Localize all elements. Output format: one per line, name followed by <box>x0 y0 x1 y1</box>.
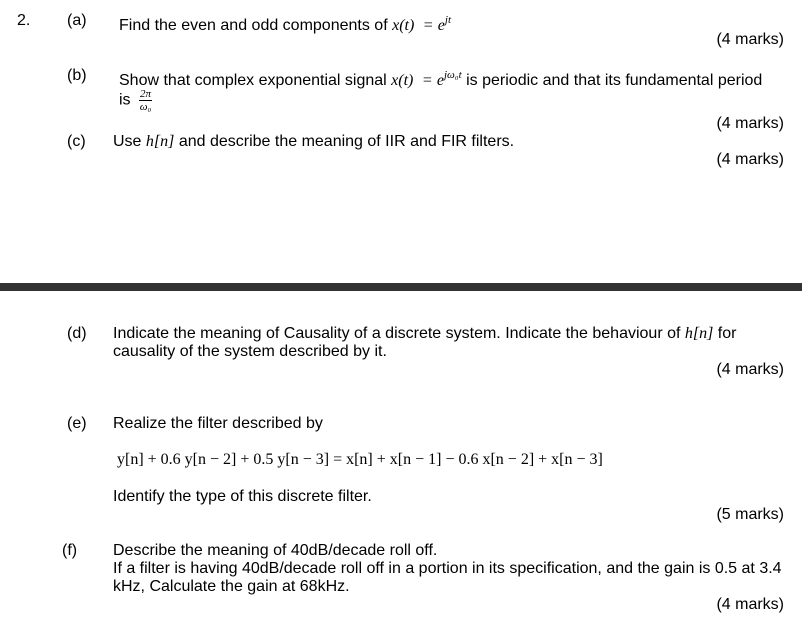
part-d-math: h[n] <box>684 325 714 342</box>
part-e-equation: y[n] + 0.6 y[n − 2] + 0.5 y[n − 3] = x[n] + x[n − 1] − 0.6 x[n − 2] + x[n − 3] <box>117 451 603 468</box>
part-b-text2: is periodic and that its fundamental period <box>466 72 763 89</box>
part-c-marks: (4 marks) <box>716 151 784 168</box>
part-d-marks: (4 marks) <box>716 361 784 378</box>
part-a-text: Find the even and odd components of <box>119 17 388 34</box>
part-f-label: (f) <box>62 542 78 559</box>
part-a-base: e <box>437 17 445 34</box>
part-f-line2: If a filter is having 40dB/decade roll off in a portion in its specification, and the gain is 0.5 at 3.4 <box>113 560 782 577</box>
part-d-text: Indicate the meaning of Causality of a discrete system. Indicate the behaviour of <box>113 325 681 342</box>
part-d-label: (d) <box>67 325 87 342</box>
part-c-text1: Use <box>113 133 142 150</box>
part-b-line2 <box>119 88 152 113</box>
part-e-label: (e) <box>67 415 87 432</box>
part-b-equals: = <box>422 72 432 89</box>
part-f-marks: (4 marks) <box>716 596 784 613</box>
part-b-exponent: jω₀t <box>443 69 462 81</box>
part-e-marks: (5 marks) <box>716 506 784 523</box>
part-e-intro: Realize the filter described by <box>113 415 323 432</box>
part-a-label: (a) <box>67 12 87 29</box>
page-divider <box>0 283 802 291</box>
part-c-label: (c) <box>67 133 86 150</box>
part-a-func: x(t) <box>392 17 415 34</box>
part-b-func: x(t) <box>391 72 414 89</box>
part-b-frac-den: ω₀ <box>139 101 152 113</box>
part-d-line2: causality of the system described by it. <box>113 343 387 360</box>
part-b-frac-num: 2π <box>140 88 152 100</box>
part-c-text2: and describe the meaning of IIR and FIR filters. <box>178 133 515 150</box>
part-e-identify: Identify the type of this discrete filter. <box>113 488 372 505</box>
part-f-line3: kHz, Calculate the gain at 68kHz. <box>113 578 350 595</box>
part-b-text1: Show that complex exponential signal <box>119 72 387 89</box>
part-a-marks: (4 marks) <box>716 31 784 48</box>
part-d-for: for <box>717 325 737 342</box>
question-number: 2. <box>17 12 31 29</box>
part-b-is: is <box>119 91 131 109</box>
part-a-exponent: jt <box>444 14 452 26</box>
part-b-question <box>119 66 762 90</box>
part-c-math: h[n] <box>145 133 175 150</box>
part-a-question <box>119 11 451 35</box>
part-b-base: e <box>436 72 444 89</box>
part-f-line1: Describe the meaning of 40dB/decade roll off. <box>113 542 438 559</box>
part-c-question <box>113 132 514 151</box>
part-d-line1 <box>113 324 736 343</box>
part-b-fraction <box>139 88 152 113</box>
part-b-label: (b) <box>67 67 87 84</box>
part-a-equals: = <box>423 17 433 34</box>
part-b-marks: (4 marks) <box>716 115 784 132</box>
